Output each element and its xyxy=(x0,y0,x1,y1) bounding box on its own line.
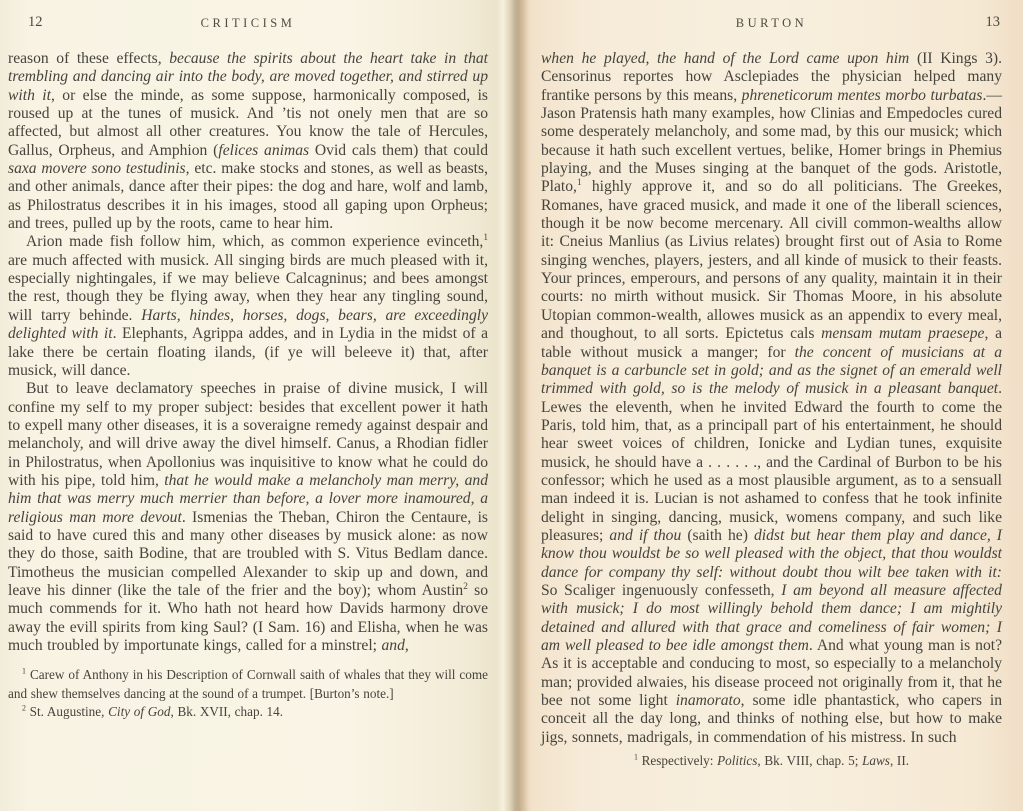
left-running-head: CRITICISM xyxy=(200,16,296,30)
right-footnotes xyxy=(541,752,1002,770)
left-page xyxy=(0,0,497,811)
paragraph: when he played, the hand of the Lord came upon him (II Kings 3). Censorinus reportes how Asclepiades the physician helped many frantike persons by this means, phreneticorum mentes morbo turbatas.—Jason Pratensis hath many examples, how Clinias and Empedocles cured some desperately melancholy, and some mad, by this our musick; which because it hath such excellent vertues, belike, Homer brings in Phemius playing, and the Muses singing at the banquet of the gods. Aristotle, Plato,$^1$ highly approve it, and so do all politicians. The Greekes, Romanes, have graced musick, and made it one of the liberall sciences, though it be now become mercenary. All civill common-wealths allow it: Cneius Manlius (as Livius relates) brought first out of Asia to Rome singing wenches, players, jesters, and all kinde of musick to their feasts. Your princes, emperours, and persons of any quality, maintain it in their courts: no mirth without musick. Sir Thomas Moore, in his absolute Utopian common-wealth, allowes musick as an appendix to every meal, and thoughout, to all sorts. Epictetus cals mensam mutam praesepe, a table without musick a manger; for the concent of musicians at a banquet is a carbuncle set in gold; and as the signet of an emerald well trimmed with gold, so is the melody of musick in a pleasant banquet. Lewes the eleventh, when he invited Edward the fourth to come the Paris, told him, that, as a principall part of his entertainment, he should hear sweet voices of children, Ionicke and Lydian tunes, exquisite musick, he should have a . . . . . ., and the Cardinal of Burbon to be his confessor; which he used as a most plausible argument, as to a sensuall man indeed it is. Lucian is not ashamed to confess that he took infinite delight in singing, dancing, musick, womens company, and such like pleasures; and if thou (saith he) didst but hear them play and dance, I know thou wouldst be so well pleased with the object, that thou wouldst dance for company thy self: without doubt thou wilt bee taken with it: So Scaliger ingenuously confesseth, I am beyond all measure affected with musick; I do most willingly behold them dance; I am mightily detained and allured with that grace and comeliness of fair women; I am well pleased to bee idle amongst them. And what young man is not? As it is acceptable and conducing to most, so especially to a melancholy man; provided alwaies, his disease proceed not originally from it, that he bee not some light inamorato, some idle phantastick, who capers in conceit all the day long, and thinks of nothing else, but how to make jigs, sonnets, madrigals, in commendation of his mistress. In such xyxy=(541,50,1003,746)
right-page-header xyxy=(541,13,1002,37)
left-page-number: 12 xyxy=(28,14,43,30)
paragraph: reason of these effects, because the spirits about the heart take in that trembling and dancing air into the body, are moved together, and stirred up with it, or else the minde, as some suppose, harmonically composed, is roused up at the tunes of musick. And ’tis not onely men that are so affected, but almost all other creatures. You know the tale of Hercules, Gallus, Orpheus, and Amphion (felices animas Ovid cals them) that could saxa movere sono testudinis, etc. make stocks and stones, as well as beasts, and other animals, dance after their pipes: the dog and hare, wolf and lamb, as Philostratus describes it in his images, stood all gaping upon Orpheus; and trees, pulled up by the roots, came to hear him. xyxy=(8,50,489,233)
book-gutter-shadow xyxy=(497,0,532,811)
left-footnotes xyxy=(8,666,488,721)
footnote: $^2$ St. Augustine, City of God, Bk. XVII, chap. 14. xyxy=(22,703,284,720)
left-page-header xyxy=(8,13,488,37)
right-running-head: BURTON xyxy=(735,16,808,30)
right-page xyxy=(532,0,1023,811)
footnote: $^1$ Respectively: Politics, Bk. VIII, chap. 5; Laws, II. xyxy=(633,752,910,769)
paragraph: Arion made fish follow him, which, as common experience evinceth,$^1$ are much affected with musick. All singing birds are much pleased with it, especially nightingales, if we may believe Calcagninus; and bees amongst the rest, though they be flying away, when they hear any tingling sound, will tarry behinde. Harts, hindes, horses, dogs, bears, are exceedingly delighted with it. Elephants, Agrippa addes, and in Lydia in the midst of a lake there be certain floating ilands, (if ye will beleeve it) that, after musick, will dance. xyxy=(8,233,488,379)
footnote: $^1$ Carew of Anthony in his Description of Cornwall saith of whales that they will come and shew themselves dancing at the sound of a trumpet. [Burton’s note.] xyxy=(8,666,488,701)
right-page-number: 13 xyxy=(985,14,1000,30)
left-page-body xyxy=(8,50,488,655)
paragraph: But to leave declamatory speeches in praise of divine musick, I will confine my self to my proper subject: besides that excellent power it hath to expell many other diseases, it is a soveraigne remedy against despair and melancholy, and will drive away the divel himself. Canus, a Rhodian fidler in Philostratus, when Apollonius was inquisitive to know what he could do with his pipe, told him, that he would make a melancholy man merry, and him that was merry much merrier than before, a lover more inamoured, a religious man more devout. Ismenias the Theban, Chiron the Centaure, is said to have cured this and many other diseases by musick alone: as now they do those, saith Bodine, that are troubled with S. Vitus Bedlam dance. Timotheus the musician compelled Alexander to skip up and down, and leave his dinner (like the tale of the frier and the boy); whom Austin$^2$ so much commends for it. Who hath not heard how Davids harmony drove away the evill spirits from king Saul? (I Sam. 16) and Elisha, when he was much troubled by importunate kings, called for a minstrel; and, xyxy=(8,380,488,654)
right-page-body xyxy=(541,50,1002,747)
